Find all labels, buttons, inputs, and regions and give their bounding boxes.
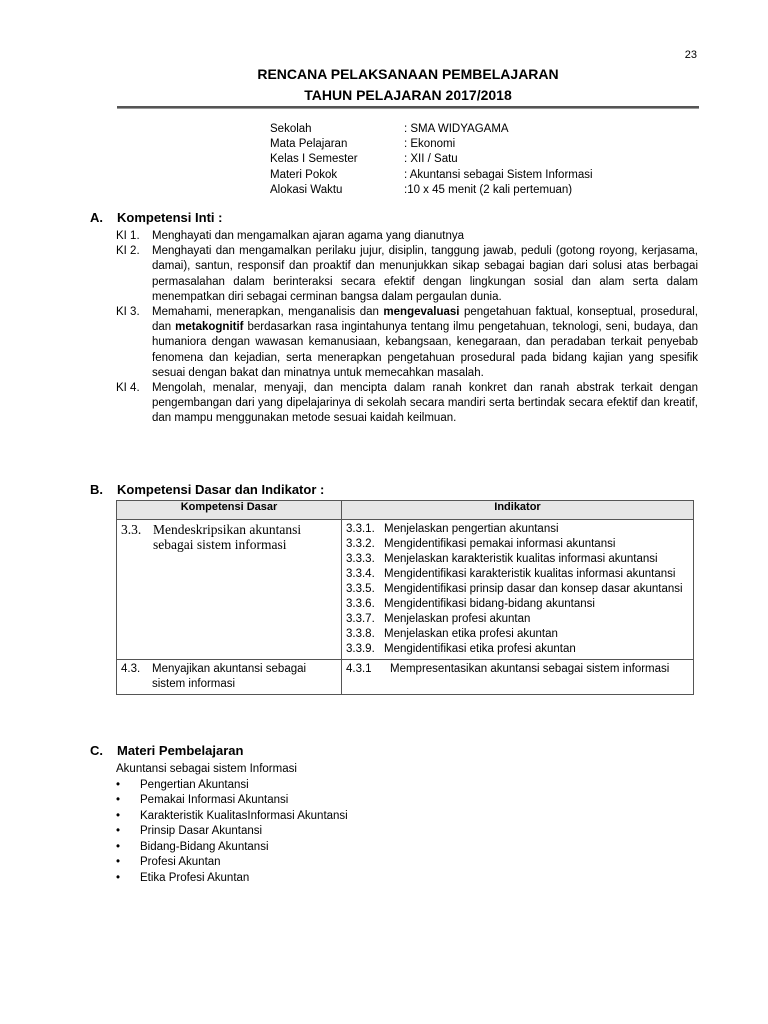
info-value: : Ekonomi	[404, 138, 456, 151]
column-header-basic-competency: Kompetensi Dasar	[117, 501, 342, 520]
section-title: Kompetensi Dasar dan Indikator :	[117, 482, 325, 497]
indicator-text: Mengidentifikasi karakteristik kualitas informasi akuntansi	[384, 568, 676, 580]
document-title-line-2: TAHUN PELAJARAN 2017/2018	[304, 87, 512, 103]
indicator-item	[346, 612, 689, 627]
ki-text: Mengolah, menalar, menyaji, dan mencipta dalam ranah konkret dan ranah abstrak terkait dengan pengembangan dari yang dipelajarinya di sekolah secara mandiri serta bertindak secara efektif dan kreatif, dan mampu menggunakan metode sesuai kaidah keilmuan.	[152, 382, 698, 425]
list-item-text: Etika Profesi Akuntan	[140, 871, 250, 884]
bullet-icon: •	[116, 856, 121, 868]
ki-code: KI 1.	[116, 230, 140, 242]
ki-code: KI 4.	[116, 382, 140, 395]
indicator-number: 3.3.2.	[346, 538, 375, 550]
page-number: 23	[684, 49, 697, 61]
list-item-text: Bidang-Bidang Akuntansi	[140, 840, 269, 853]
indicator-text: Mengidentifikasi pemakai informasi akuntansi	[384, 538, 616, 550]
list-item-text: Prinsip Dasar Akuntansi	[140, 825, 263, 837]
table-header-row	[117, 501, 694, 520]
indicator-number: 3.3.3.	[346, 553, 375, 565]
indicator-item	[346, 552, 689, 567]
core-competency-list	[116, 229, 698, 427]
indicator-number: 3.3.6.	[346, 598, 375, 610]
bullet-icon: •	[116, 794, 121, 806]
table-cell-indicators	[342, 660, 694, 695]
list-item	[116, 809, 348, 825]
kd-number: 3.3.	[121, 522, 142, 537]
section-title: Kompetensi Inti :	[117, 210, 223, 225]
identity-block	[270, 122, 593, 198]
ki-code: KI 3.	[116, 306, 140, 319]
ki-bold-term: mengevaluasi	[383, 306, 460, 319]
indicator-item	[346, 582, 689, 597]
list-item	[116, 871, 348, 887]
indicator-number: 3.3.9.	[346, 643, 375, 655]
info-row-school	[270, 122, 593, 137]
ki-text-part: pengetahuan faktual, konseptual, prosedural, dan	[152, 306, 698, 334]
list-item-text: Pengertian Akuntansi	[140, 778, 249, 791]
indicator-number: 3.3.4.	[346, 568, 375, 580]
section-a-heading	[90, 210, 222, 225]
list-item	[116, 840, 348, 856]
ki-text-part: Memahami, menerapkan, menganalisis dan	[152, 306, 379, 319]
indicator-number: 3.3.8.	[346, 628, 375, 640]
bullet-icon: •	[116, 871, 121, 884]
indicator-number: 3.3.1.	[346, 523, 375, 535]
info-row-time	[270, 183, 593, 198]
indicator-number: 3.3.5.	[346, 583, 375, 595]
bullet-icon: •	[116, 778, 121, 791]
ki-text: Menghayati dan mengamalkan perilaku jujur, disiplin, tanggung jawab, peduli (gotong royong, kerjasama, damai), santun, responsif dan proaktif dan menunjukkan sikap sebagai bagian dari solusi atas berbagai permasalahan dalam berinteraksi secara efektif dengan lingkungan sosial dan alam serta dalam menempatkan diri sebagai cerminan bangsa dalam pergaulan dunia.	[152, 245, 698, 303]
indicator-item	[346, 522, 689, 537]
material-list	[116, 778, 348, 887]
info-value: : SMA WIDYAGAMA	[404, 123, 509, 135]
indicator-number: 4.3.1	[346, 663, 372, 675]
ki-code: KI 2.	[116, 245, 140, 258]
bullet-icon: •	[116, 825, 121, 837]
ki-item-2	[116, 244, 698, 305]
info-label: Kelas I Semester	[270, 153, 358, 166]
indicator-text: Menjelaskan karakteristik kualitas informasi akuntansi	[384, 553, 658, 565]
table-cell-kd	[117, 520, 342, 660]
section-title: Materi Pembelajaran	[117, 743, 244, 758]
info-value: :10 x 45 menit (2 kali pertemuan)	[404, 183, 573, 196]
indicator-text: Mengidentifikasi bidang-bidang akuntansi	[384, 598, 595, 610]
section-b-heading	[90, 482, 324, 497]
section-letter: A.	[90, 210, 103, 225]
indicator-text: Mempresentasikan akuntansi sebagai sistem informasi	[390, 663, 670, 675]
ki-text: Menghayati dan mengamalkan ajaran agama yang dianutnya	[152, 230, 464, 242]
indicator-item	[346, 567, 689, 582]
indicator-item	[346, 662, 689, 677]
info-label: Sekolah	[270, 123, 312, 135]
bullet-icon: •	[116, 840, 121, 853]
learning-material	[116, 762, 348, 886]
info-value: : XII / Satu	[404, 153, 458, 166]
ki-text-part: berdasarkan rasa ingintahunya tentang ilmu pengetahuan, teknologi, seni, budaya, dan humaniora dengan wawasan kemanusiaan, kebangsaan, kenegaraan, dan peradaban terkait penyebab fenomena dan kejadian, serta menerapkan pengetahuan prosedural pada bidang kajian yang spesifik sesuai dengan bakat dan minatnya untuk memecahkan masalah.	[152, 321, 698, 379]
info-row-class	[270, 152, 593, 167]
list-item	[116, 793, 348, 809]
info-label: Mata Pelajaran	[270, 138, 348, 151]
kd-text: Menyajikan akuntansi sebagai sistem informasi	[152, 663, 307, 690]
list-item-text: Profesi Akuntan	[140, 856, 221, 868]
indicator-text: Mengidentifikasi etika profesi akuntan	[384, 643, 576, 655]
info-row-subject	[270, 137, 593, 152]
info-label: Alokasi Waktu	[270, 183, 343, 196]
title-divider	[117, 106, 699, 109]
info-label: Materi Pokok	[270, 168, 338, 181]
indicator-number: 3.3.7.	[346, 613, 375, 625]
ki-item-4	[116, 381, 698, 427]
section-letter: B.	[90, 482, 103, 497]
indicator-text: Menjelaskan pengertian akuntansi	[384, 523, 559, 535]
info-value: : Akuntansi sebagai Sistem Informasi	[404, 168, 593, 181]
list-item-text: Karakteristik KualitasInformasi Akuntansi	[140, 809, 348, 822]
document-title	[118, 64, 698, 106]
table-row	[117, 660, 694, 695]
table-cell-indicators	[342, 520, 694, 660]
info-row-topic	[270, 168, 593, 183]
indicator-item	[346, 597, 689, 612]
kd-number: 4.3.	[121, 663, 141, 675]
indicator-item	[346, 537, 689, 552]
list-item	[116, 855, 348, 871]
indicator-item	[346, 642, 689, 657]
ki-item-1	[116, 229, 698, 244]
indicator-item	[346, 627, 689, 642]
table-cell-kd	[117, 660, 342, 695]
section-letter: C.	[90, 743, 103, 758]
ki-text	[152, 305, 698, 381]
indicator-text: Menjelaskan profesi akuntan	[384, 613, 531, 625]
ki-item-3	[116, 305, 698, 381]
indicator-text: Mengidentifikasi prinsip dasar dan konsep dasar akuntansi	[384, 583, 683, 595]
document-title-line-1: RENCANA PELAKSANAAN PEMBELAJARAN	[257, 66, 559, 82]
list-item	[116, 778, 348, 794]
list-item	[116, 824, 348, 840]
kd-text: Mendeskripsikan akuntansi sebagai sistem informasi	[153, 522, 302, 552]
list-item-text: Pemakai Informasi Akuntansi	[140, 794, 289, 806]
ki-bold-term: metakognitif	[175, 321, 244, 334]
material-intro: Akuntansi sebagai sistem Informasi	[116, 763, 297, 775]
indicator-text: Menjelaskan etika profesi akuntan	[384, 628, 558, 640]
section-c-heading	[90, 743, 243, 758]
bullet-icon: •	[116, 809, 121, 822]
column-header-indicator: Indikator	[342, 501, 694, 520]
competency-indicator-table	[116, 500, 694, 695]
table-row	[117, 520, 694, 660]
